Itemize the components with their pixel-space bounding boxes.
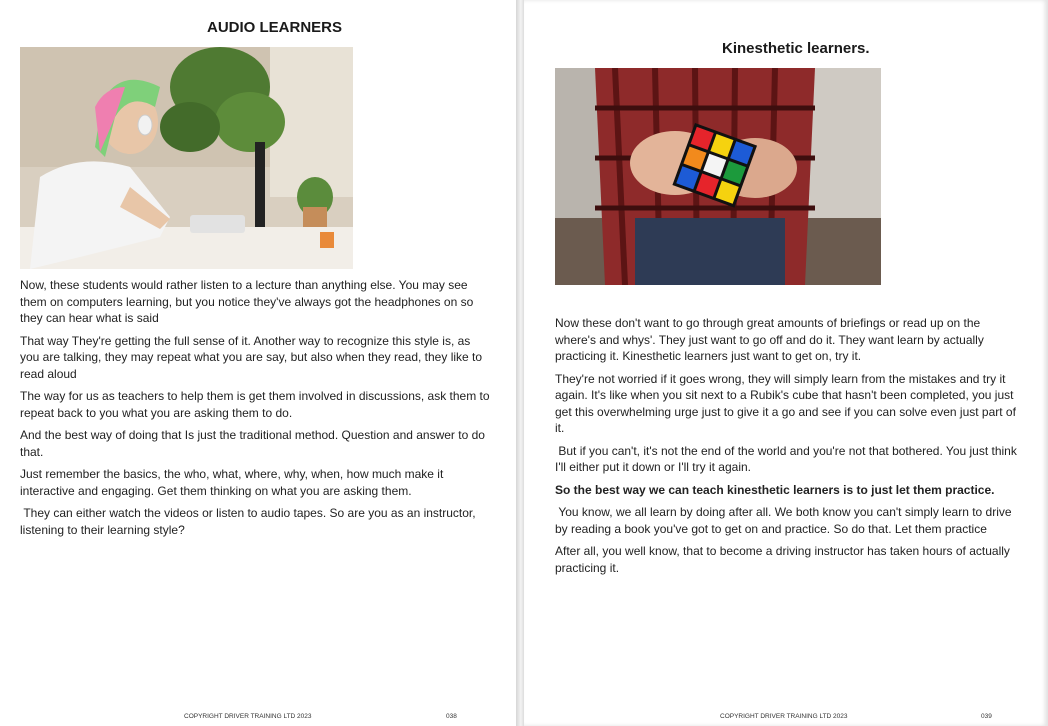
left-body-text xyxy=(20,277,490,544)
paragraph: They're not worried if it goes wrong, they will simply learn from the mistakes and try it again. It's like when you sit next to a Rubik's cube that hasn't been completed, you just get this overwhelming urge just to give it a go and see if you can solve even just part of it. xyxy=(555,371,1016,435)
paragraph: Now, these students would rather listen to a lecture than anything else. You may see them on computers learning, but you notice they've always got the headphones on so they can hear what is said xyxy=(20,278,474,325)
page-number: 039 xyxy=(981,713,992,720)
paragraph: And the best way of doing that Is just the traditional method. Question and answer to do that. xyxy=(20,428,485,459)
paragraph: You know, we all learn by doing after all. We both know you can't simply learn to drive by reading a book you've got to get on and practice. So do that. Let them practice xyxy=(555,505,1015,536)
page-title: Kinesthetic learners. xyxy=(722,40,870,57)
paragraph: Now these don't want to go through great amounts of briefings or read up on the where's and whys'. They just want to go off and do it. They want learn by actually practicing it. Kinesthetic learners just want to get on, try it. xyxy=(555,316,984,363)
page-number: 038 xyxy=(446,713,457,720)
right-body-text xyxy=(555,315,1021,582)
paragraph: That way They're getting the full sense of it. Another way to recognize this style is, as you are talking, they may repeat what you are say, but also when they read, they like to read aloud xyxy=(20,333,483,381)
paragraph: Just remember the basics, the who, what, where, why, when, how much make it interactive and engaging. Get them thinking on what you are asking them. xyxy=(20,467,444,498)
page-gutter xyxy=(516,0,524,726)
paragraph: They can either watch the videos or listen to audio tapes. So are you as an instructor, listening to their learning style? xyxy=(20,506,479,537)
left-page xyxy=(0,0,516,726)
footer-copyright: COPYRIGHT DRIVER TRAINING LTD 2023 xyxy=(720,713,848,720)
paragraph: But if you can't, it's not the end of the world and you're not that bothered. You just think I'll either put it down or I'll try it again. xyxy=(555,443,1021,474)
paragraph: After all, you well know, that to become a driving instructor has taken hours of actually practicing it. xyxy=(555,544,1010,575)
audio-learner-photo xyxy=(20,47,353,269)
rubiks-cube-photo xyxy=(555,68,881,285)
paragraph: So the best way we can teach kinesthetic learners is to just let them practice. xyxy=(555,482,995,497)
paragraph: The way for us as teachers to help them is get them involved in discussions, ask them to repeat back to you what you are asking them to do. xyxy=(20,389,490,420)
page-title: AUDIO LEARNERS xyxy=(207,19,343,36)
right-page xyxy=(524,0,1048,726)
footer-copyright: COPYRIGHT DRIVER TRAINING LTD 2023 xyxy=(184,713,312,720)
